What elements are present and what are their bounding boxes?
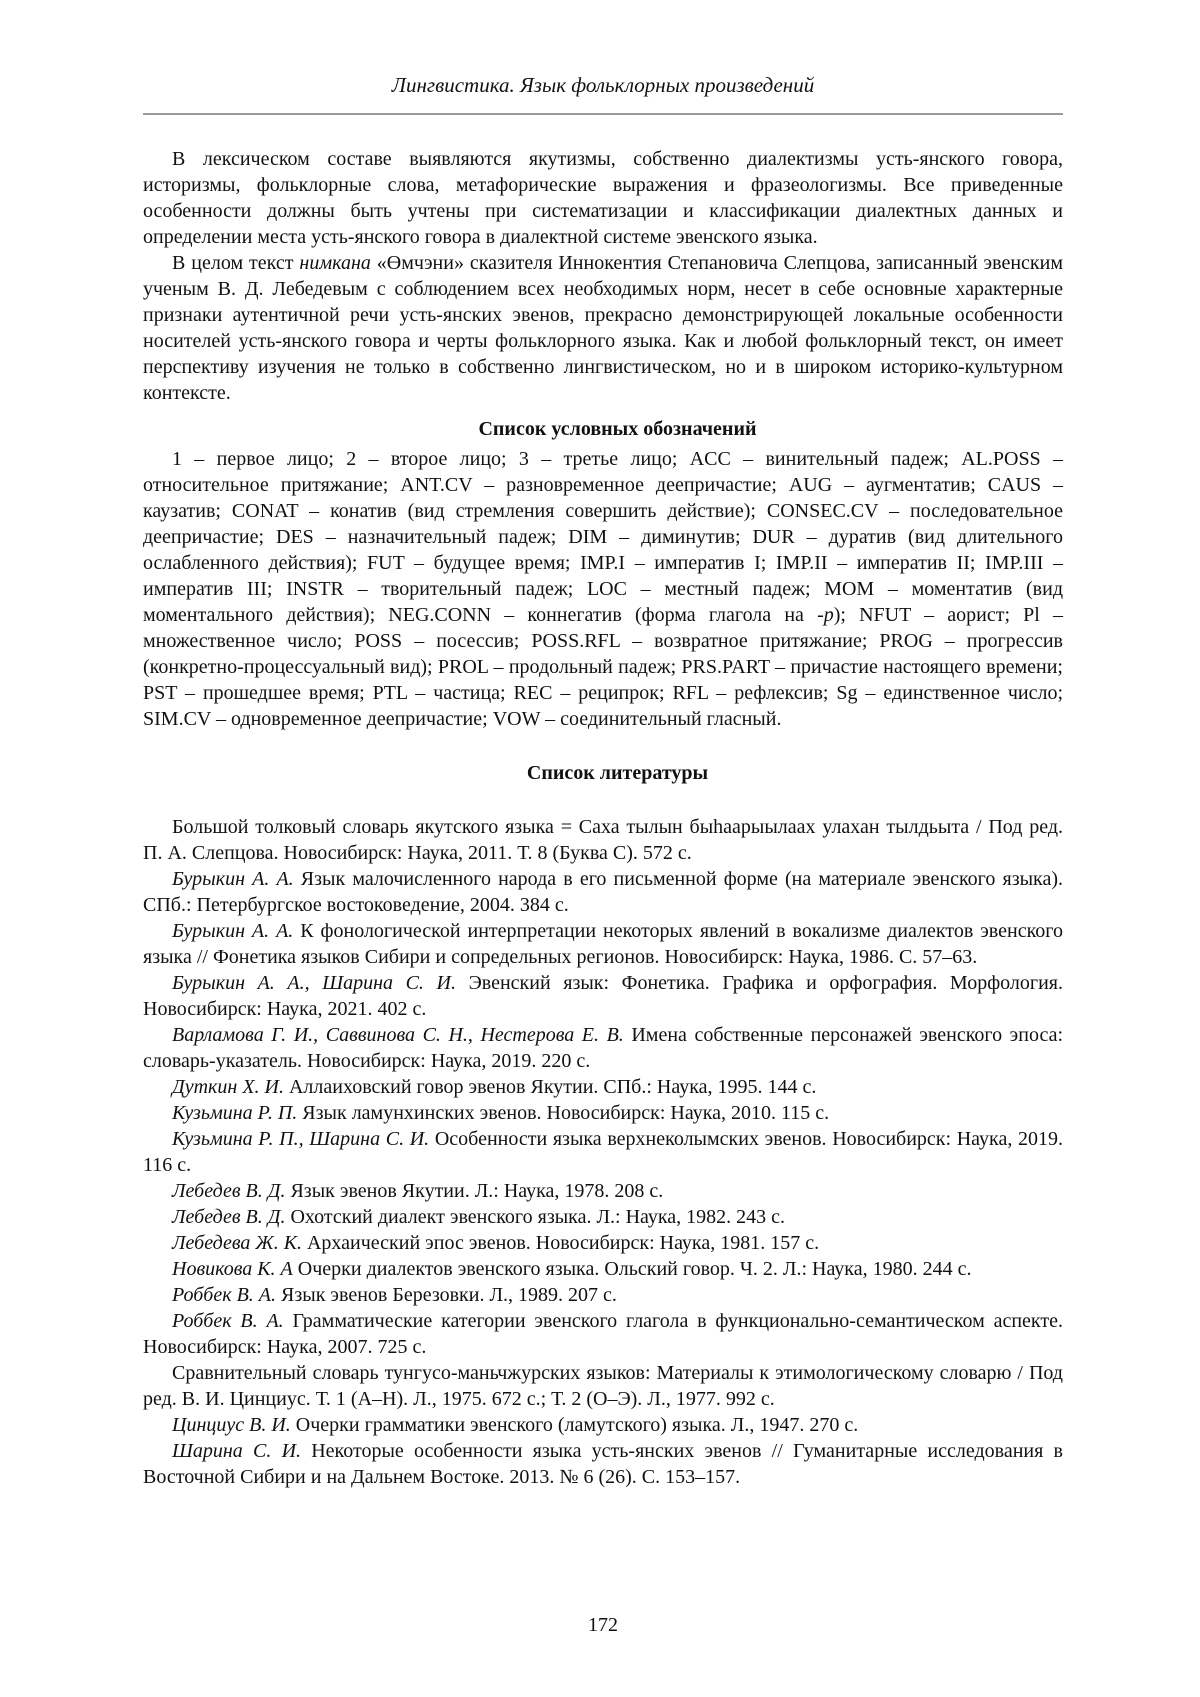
reference-author: Дуткин Х. И. xyxy=(172,1076,284,1098)
page-number: 172 xyxy=(588,1614,618,1636)
reference-author: Кузьмина Р. П. xyxy=(172,1102,298,1124)
reference-item xyxy=(143,1178,1063,1204)
reference-author: Лебедев В. Д. xyxy=(172,1180,286,1202)
reference-item xyxy=(143,1282,1063,1308)
reference-author: Кузьмина Р. П., Шарина С. И. xyxy=(172,1128,430,1150)
reference-item xyxy=(143,814,1063,866)
reference-author: Лебедева Ж. К. xyxy=(172,1232,302,1254)
reference-author: Бурыкин А. А. xyxy=(172,920,294,942)
reference-item xyxy=(143,1126,1063,1178)
reference-text: Эвенский язык: Фонетика. Графика и орфография. Морфология. Новосибирск: Наука, 2021. 402 с. xyxy=(143,972,1063,1020)
intro-paragraph-2-term: нимкана xyxy=(299,252,371,274)
reference-author: Новикова К. А xyxy=(172,1258,293,1280)
literature-heading: Список литературы xyxy=(526,762,709,784)
abbreviations-list xyxy=(143,446,1063,732)
reference-text: Имена собственные персонажей эвенского эпоса: словарь-указатель. Новосибирск: Наука, 2019. 220 с. xyxy=(143,1024,1063,1072)
intro-paragraph-2 xyxy=(143,250,1063,406)
reference-text: Язык эвенов Березовки. Л., 1989. 207 с. xyxy=(276,1284,617,1306)
reference-item xyxy=(143,1230,1063,1256)
abbreviations-text-start: 1 – первое лицо; 2 – второе лицо; 3 – третье лицо; ACC – винительный падеж; AL.POSS – относительное притяжание; ANT.CV – разновременное деепричастие; AUG – аугментатив; CAUS – каузатив; CONAT – конатив (вид стремления совершить действие); CONSEC.CV – последовательное деепричастие; DES – назначительный падеж; DIM – диминутив; DUR – дуратив (вид длительного ослабленного действия); FUT – будущее время; IMP.I – императив I; IMP.II – императив II; IMP.III – императив III; INSTR – творительный падеж; LOC – местный падеж; MOM – моментатив (вид моментального действия); NEG.CONN – коннегатив (форма глагола на xyxy=(143,448,1063,626)
reference-author: Лебедев В. Д. xyxy=(172,1206,286,1228)
reference-author: Роббек В. А. xyxy=(172,1310,284,1332)
reference-list xyxy=(143,814,1063,1490)
abbreviations-text-rest: ); NFUT – аорист; Pl – множественное число; POSS – посессив; POSS.RFL – возвратное притяжание; PROG – прогрессив (конкретно-процессуальный вид); PROL – продольный падеж; PRS.PART – причастие настоящего времени; PST – прошедшее время; PTL – частица; REC – реципрок; RFL – рефлексив; Sg – единственное число; SIM.CV – одновременное деепричастие; VOW – соединительный гласный. xyxy=(143,604,1064,730)
reference-item xyxy=(143,1256,1063,1282)
reference-text: Язык малочисленного народа в его письменной форме (на материале эвенского языка). СПб.: Петербургское востоковедение, 2004. 384 с. xyxy=(143,868,1064,916)
reference-author: Бурыкин А. А. xyxy=(172,868,294,890)
header-divider xyxy=(143,113,1063,115)
reference-text: Некоторые особенности языка усть-янских эвенов // Гуманитарные исследования в Восточной Сибири и на Дальнем Востоке. 2013. № 6 (26). С. 153–157. xyxy=(143,1440,1063,1488)
reference-text: Сравнительный словарь тунгусо-маньчжурских языков: Материалы к этимологическому словарю / Под ред. В. И. Цинциус. Т. 1 (А–Н). Л., 1975. 672 с.; Т. 2 (О–Э). Л., 1977. 992 с. xyxy=(143,1362,1063,1410)
reference-item xyxy=(143,1074,1063,1100)
reference-item xyxy=(143,1204,1063,1230)
reference-item xyxy=(143,1412,1063,1438)
reference-item xyxy=(143,1308,1063,1360)
reference-text: Большой толковый словарь якутского языка = Саха тылын быһаарыылаах улахан тылдьыта / Под ред. П. А. Слепцова. Новосибирск: Наука, 2011. Т. 8 (Буква С). 572 с. xyxy=(143,816,1063,864)
abbreviations-heading: Список условных обозначений xyxy=(478,418,757,440)
reference-text: Охотский диалект эвенского языка. Л.: Наука, 1982. 243 с. xyxy=(285,1206,786,1228)
running-header: Лингвистика. Язык фольклорных произведений xyxy=(391,73,815,97)
reference-item xyxy=(143,1360,1063,1412)
intro-paragraph-2-start: В целом текст xyxy=(172,252,300,274)
intro-paragraph-1: В лексическом составе выявляются якутизмы, собственно диалектизмы усть-янского говора, историзмы, фольклорные слова, метафорические выражения и фразеологизмы. Все приведенные особенности должны быть учтены при систематизации и классификации диалектных данных и определении места усть-янского говора в диалектной системе эвенского языка. xyxy=(143,148,1063,248)
reference-author: Варламова Г. И., Саввинова С. Н., Нестерова Е. В. xyxy=(172,1024,624,1046)
reference-item xyxy=(143,1438,1063,1490)
reference-item xyxy=(143,918,1063,970)
article-body xyxy=(143,146,1063,1490)
reference-item xyxy=(143,970,1063,1022)
reference-item xyxy=(143,1022,1063,1074)
reference-author: Шарина С. И. xyxy=(172,1440,302,1462)
reference-item xyxy=(143,866,1063,918)
reference-text: Очерки грамматики эвенского (ламутского) языка. Л., 1947. 270 с. xyxy=(290,1414,859,1436)
reference-text: Особенности языка верхнеколымских эвенов. Новосибирск: Наука, 2019. 116 с. xyxy=(143,1128,1063,1176)
reference-author: Роббек В. А. xyxy=(172,1284,277,1306)
intro-paragraph-2-rest: «Өмчэни» сказителя Иннокентия Степановича Слепцова, записанный эвенским ученым В. Д. Лебедевым с соблюдением всех необходимых норм, несет в себе основные характерные признаки аутентичной речи усть-янских эвенов, прекрасно демонстрирующей локальные особенности носителей усть-янского говора и черты фольклорного языка. Как и любой фольклорный текст, он имеет перспективу изучения не только в собственно лингвистическом, но и в широком историко-культурном контексте. xyxy=(143,252,1063,404)
reference-author: Бурыкин А. А., Шарина С. И. xyxy=(172,972,456,994)
reference-text: Очерки диалектов эвенского языка. Ольский говор. Ч. 2. Л.: Наука, 1980. 244 с. xyxy=(292,1258,972,1280)
reference-text: К фонологической интерпретации некоторых явлений в вокализме диалектов эвенского языка // Фонетика языков Сибири и сопредельных регионов. Новосибирск: Наука, 1986. С. 57–63. xyxy=(143,920,1063,968)
reference-text: Архаический эпос эвенов. Новосибирск: Наука, 1981. 157 с. xyxy=(301,1232,820,1254)
reference-item xyxy=(143,1100,1063,1126)
reference-text: Язык эвенов Якутии. Л.: Наука, 1978. 208 с. xyxy=(285,1180,664,1202)
reference-text: Язык ламунхинских эвенов. Новосибирск: Наука, 2010. 115 с. xyxy=(297,1102,830,1124)
reference-author: Цинциус В. И. xyxy=(172,1414,291,1436)
reference-text: Аллаиховский говор эвенов Якутии. СПб.: Наука, 1995. 144 с. xyxy=(283,1076,817,1098)
reference-text: Грамматические категории эвенского глагола в функционально-семантическом аспекте. Новосибирск: Наука, 2007. 725 с. xyxy=(143,1310,1064,1358)
abbreviations-suffix: -р xyxy=(817,604,834,626)
